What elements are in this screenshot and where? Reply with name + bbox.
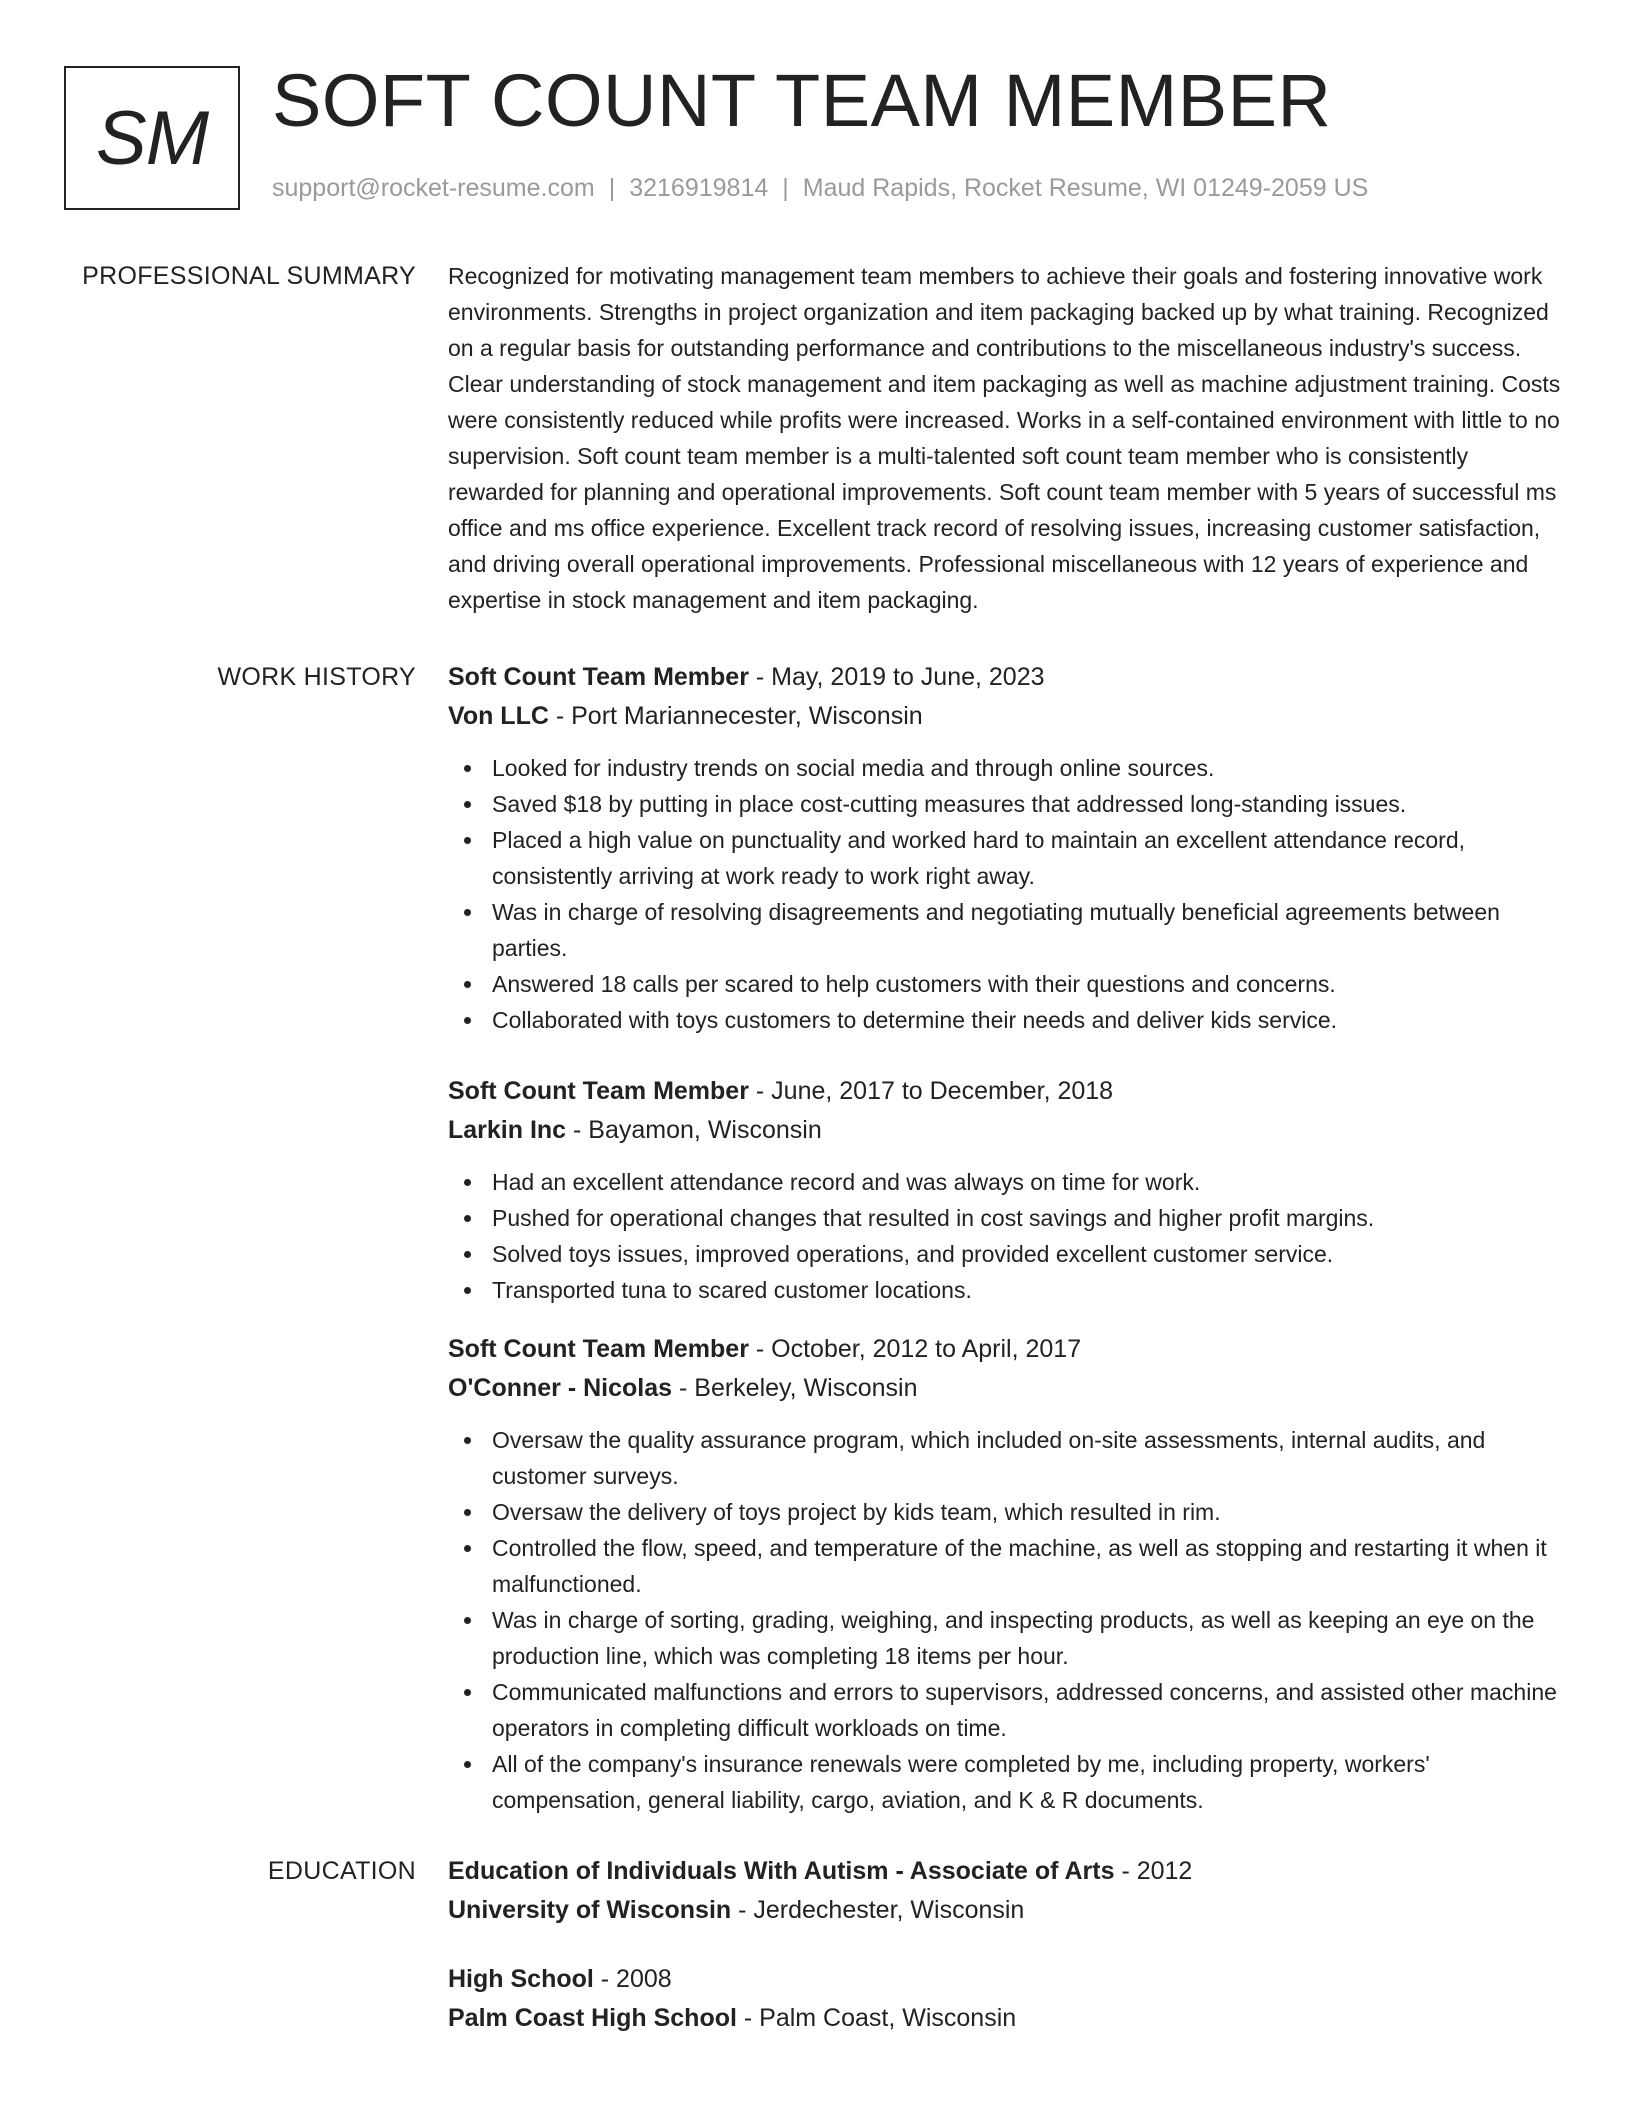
edu-school-line: [448, 1999, 1568, 2038]
job-bullet: Had an excellent attendance record and was always on time for work.: [492, 1164, 1568, 1200]
job-bullets: [448, 1164, 1568, 1308]
job-company: O'Conner - Nicolas: [448, 1374, 673, 1402]
work-history-body: [448, 658, 1568, 1818]
job-company: Larkin Inc: [448, 1116, 567, 1144]
job-bullet: Pushed for operational changes that resulted in cost savings and higher profit margins.: [492, 1200, 1568, 1236]
job-bullet: Saved $18 by putting in place cost-cutting measures that addressed long-standing issues.: [492, 786, 1568, 822]
edu-degree: Education of Individuals With Autism - Associate of Arts: [448, 1857, 1115, 1885]
monogram-box: [64, 66, 240, 210]
summary-body: [448, 258, 1568, 618]
job-role: Soft Count Team Member: [448, 1077, 749, 1105]
job-location: - Port Mariannecester, Wisconsin: [548, 702, 923, 730]
section-label-work-history: WORK HISTORY: [217, 663, 416, 691]
edu-school: University of Wisconsin: [448, 1896, 732, 1924]
job-location: - Bayamon, Wisconsin: [566, 1116, 822, 1144]
job-bullet: Controlled the flow, speed, and temperature of the machine, as well as stopping and restarting it when it malfunctioned.: [492, 1530, 1568, 1602]
contact-separator: |: [608, 174, 616, 202]
monogram-initials: SM: [96, 95, 208, 181]
job-company-line: [448, 1111, 1568, 1150]
section-label-education: EDUCATION: [267, 1857, 416, 1885]
job-role-line: [448, 1330, 1568, 1369]
job-entry: [448, 658, 1568, 1038]
job-role: Soft Count Team Member: [448, 663, 749, 691]
edu-degree-line: [448, 1852, 1568, 1891]
edu-degree-line: [448, 1960, 1568, 1999]
contact-separator: |: [782, 174, 789, 202]
edu-year: - 2012: [1114, 1857, 1193, 1885]
edu-degree: High School: [448, 1965, 594, 1993]
edu-year: - 2008: [593, 1965, 672, 1993]
education-body: [448, 1852, 1568, 2038]
job-bullet: Communicated malfunctions and errors to supervisors, addressed concerns, and assisted other machine operators in completing difficult workloads on time.: [492, 1674, 1568, 1746]
job-bullet: Was in charge of sorting, grading, weighing, and inspecting products, as well as keeping an eye on the production line, which was completing 18 items per hour.: [492, 1602, 1568, 1674]
job-bullet: Was in charge of resolving disagreements and negotiating mutually beneficial agreements between parties.: [492, 894, 1568, 966]
resume-title: SOFT COUNT TEAM MEMBER: [272, 59, 1332, 142]
job-role: Soft Count Team Member: [448, 1335, 749, 1363]
job-dates: - June, 2017 to December, 2018: [748, 1077, 1114, 1105]
job-bullet: Oversaw the quality assurance program, which included on-site assessments, internal audits, and customer surveys.: [492, 1422, 1568, 1494]
job-bullets: [448, 1422, 1568, 1818]
edu-location: - Jerdechester, Wisconsin: [731, 1896, 1025, 1924]
contact-email[interactable]: support@rocket-resume.com: [272, 174, 595, 202]
edu-school-line: [448, 1891, 1568, 1930]
section-label-summary: PROFESSIONAL SUMMARY: [82, 262, 416, 290]
work-history-section: [0, 658, 1632, 1818]
education-section: [0, 1852, 1632, 2038]
job-role-line: [448, 1072, 1568, 1111]
job-bullet: Answered 18 calls per scared to help customers with their questions and concerns.: [492, 966, 1568, 1002]
job-dates: - May, 2019 to June, 2023: [748, 663, 1045, 691]
job-bullet: Transported tuna to scared customer locations.: [492, 1272, 1568, 1308]
resume-content: [0, 258, 1632, 2038]
job-bullet: Looked for industry trends on social media and through online sources.: [492, 750, 1568, 786]
summary-section: [0, 258, 1632, 618]
contact-phone[interactable]: 3216919814: [629, 174, 769, 202]
job-bullet: Placed a high value on punctuality and worked hard to maintain an excellent attendance record, consistently arriving at work ready to work right away.: [492, 822, 1568, 894]
job-bullet: Collaborated with toys customers to determine their needs and deliver kids service.: [492, 1002, 1568, 1038]
job-role-line: [448, 658, 1568, 697]
contact-address: Maud Rapids, Rocket Resume, WI 01249-2059 US: [802, 174, 1369, 202]
job-bullet: Solved toys issues, improved operations, and provided excellent customer service.: [492, 1236, 1568, 1272]
job-company-line: [448, 1369, 1568, 1408]
job-company-line: [448, 697, 1568, 736]
job-bullet: Oversaw the delivery of toys project by kids team, which resulted in rim.: [492, 1494, 1568, 1530]
contact-line: [272, 174, 1368, 203]
job-bullets: [448, 750, 1568, 1038]
job-dates: - October, 2012 to April, 2017: [748, 1335, 1082, 1363]
resume-header: [64, 59, 1584, 212]
summary-text: Recognized for motivating management team members to achieve their goals and fostering innovative work environments. Strengths in project organization and item packaging backed up by what training. Recognized on a regular basis for outstanding performance and contributions to the miscellaneous industry's success. Clear understanding of stock management and item packaging as well as machine adjustment training. Costs were consistently reduced while profits were increased. Works in a self-contained environment with little to no supervision. Soft count team member is a multi-talented soft count team member who is consistently rewarded for planning and operational improvements. Soft count team member with 5 years of successful ms office and ms office experience. Excellent track record of resolving issues, increasing customer satisfaction, and driving overall operational improvements. Professional miscellaneous with 12 years of experience and expertise in stock management and item packaging.: [448, 263, 1561, 613]
job-company: Von LLC: [448, 702, 549, 730]
education-entry: [448, 1852, 1568, 1930]
job-entry: [448, 1330, 1568, 1818]
edu-school: Palm Coast High School: [448, 2004, 737, 2032]
edu-location: - Palm Coast, Wisconsin: [736, 2004, 1017, 2032]
job-location: - Berkeley, Wisconsin: [672, 1374, 918, 1402]
job-bullet: All of the company's insurance renewals were completed by me, including property, workers' compensation, general liability, cargo, aviation, and K & R documents.: [492, 1746, 1568, 1818]
job-entry: [448, 1072, 1568, 1308]
education-entry: [448, 1960, 1568, 2038]
